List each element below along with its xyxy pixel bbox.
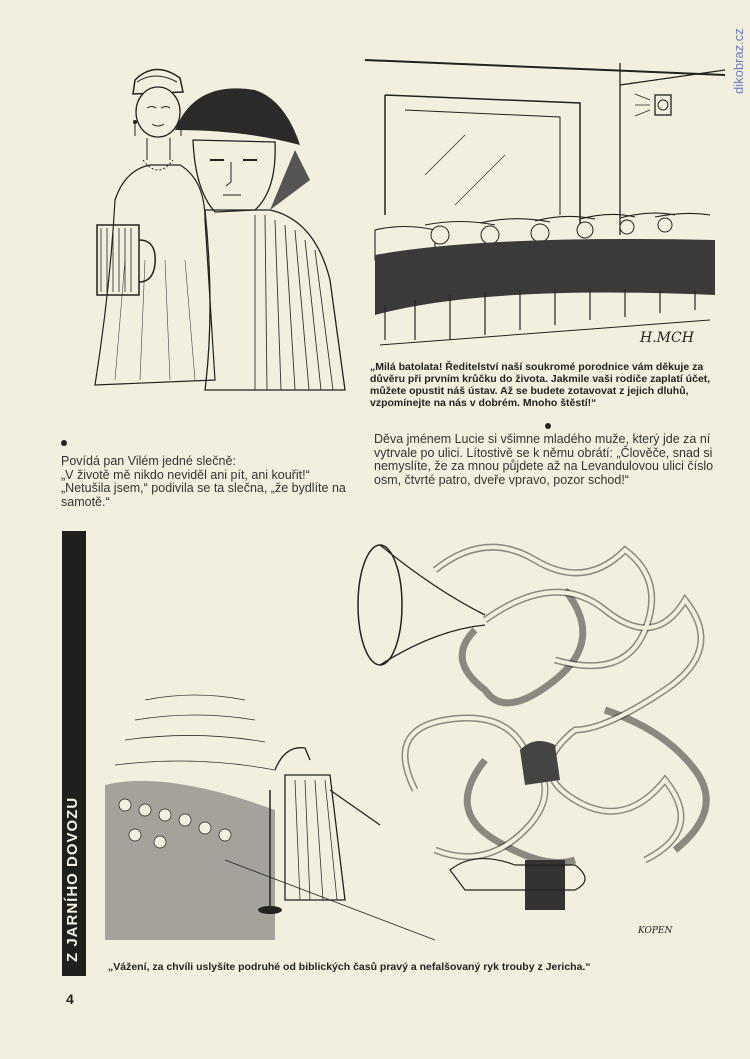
joke-left-line2: „V životě mě nikdo neviděl ani pít, ani kouřit!“: [61, 467, 310, 482]
cartoon-bottom-signature: KOPEN: [638, 926, 673, 936]
joke-right: Děva jménem Lucie si všimne mladého muže, který jde za ní vytrvale po ulici. Lítostivě se k němu obrátí: „Člověče, snad si nemyslíte, že za mnou půjdete až na Levandulovou ulici číslo osm, čtvrté patro, dveře vpravo, pozor schod!“: [374, 432, 714, 487]
watermark: [728, 6, 748, 96]
joke-left: [61, 455, 361, 509]
bullet-left: [61, 440, 67, 446]
section-label: Z JARNÍHO DOVOZU: [64, 796, 81, 962]
bullet-right: [545, 423, 551, 429]
cartoon-napoleon-lady: [55, 60, 355, 395]
cartoon-jericho-trumpet: [105, 530, 725, 950]
watermark-text: dikobraz.cz: [731, 28, 746, 94]
cartoon-top-signature: H.MCH: [640, 330, 694, 346]
cartoon-maternity-hall: [365, 55, 725, 360]
joke-left-line1: Povídá pan Vilém jedné slečně:: [61, 454, 236, 468]
page-number: 4: [66, 991, 74, 1007]
cartoon-top-caption: „Milá batolata! Ředitelství naší soukromé porodnice vám děkuje za důvěru při prvním krůčku do života. Jakmile vaši rodiče zaplatí účet, můžete opustit náš ústav. Až se budete zotavovat z jejich dluhů, vzpomínejte na nás v dobrém. Mnoho štěstí!“: [370, 361, 711, 409]
section-label-bar: [62, 531, 86, 976]
cartoon-bottom-caption: „Vážení, za chvíli uslyšíte podruhé od biblických časů pravý a nefalšovaný ryk trouby z Jericha.“: [108, 961, 591, 973]
joke-left-line3: „Netušila jsem,“ podivila se ta slečna, „že bydlíte na samotě.“: [61, 481, 346, 509]
